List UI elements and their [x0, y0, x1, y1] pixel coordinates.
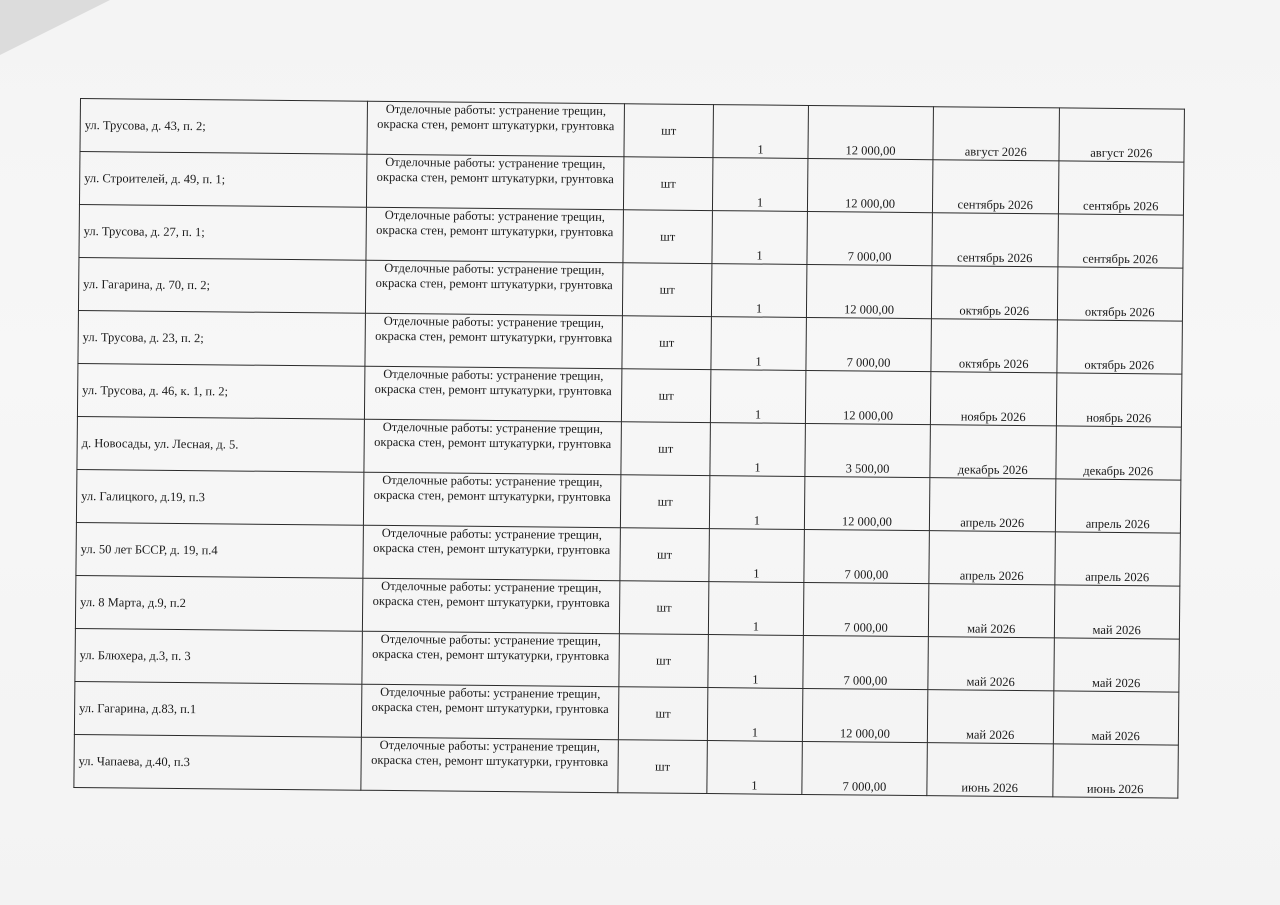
unit-cell: шт: [624, 104, 714, 158]
work-description: Отделочные работы: устранение трещин, окраска стен, ремонт штукатурки, грунтовка: [372, 631, 610, 664]
price-cell: 12 000,00: [806, 264, 932, 318]
quantity-cell: 1: [713, 105, 809, 159]
address-cell: ул. 8 Марта, д.9, п.2: [75, 575, 362, 631]
work-description: Отделочные работы: устранение трещин, окраска стен, ремонт штукатурки, грунтовка: [376, 207, 614, 240]
start-date-cell: сентябрь 2026: [932, 160, 1058, 214]
start-date-cell: ноябрь 2026: [930, 372, 1056, 426]
quantity-cell: 1: [712, 158, 808, 212]
unit-cell: шт: [620, 528, 710, 582]
start-date-cell: апрель 2026: [929, 531, 1055, 585]
end-date-cell: апрель 2026: [1054, 532, 1180, 586]
works-table-container: [73, 98, 1185, 799]
page-corner-fold: [0, 0, 110, 55]
start-date-cell: июнь 2026: [927, 743, 1053, 797]
price-cell: 12 000,00: [808, 105, 934, 159]
start-date-cell: август 2026: [933, 107, 1059, 161]
price-cell: 3 500,00: [805, 423, 931, 477]
works-table-body: [74, 99, 1185, 799]
work-description-cell: [365, 260, 622, 315]
quantity-cell: 1: [707, 688, 803, 742]
unit-cell: шт: [618, 687, 708, 741]
end-date-cell: июнь 2026: [1052, 744, 1178, 798]
address-cell: ул. Трусова, д. 23, п. 2;: [78, 310, 365, 366]
end-date-cell: октябрь 2026: [1056, 320, 1182, 374]
end-date-cell: май 2026: [1054, 585, 1180, 639]
quantity-cell: 1: [710, 423, 806, 477]
work-description-cell: [363, 472, 620, 527]
work-description: Отделочные работы: устранение трещин, окраска стен, ремонт штукатурки, грунтовка: [372, 578, 610, 611]
work-description-cell: [361, 684, 618, 739]
work-description: Отделочные работы: устранение трещин, окраска стен, ремонт штукатурки, грунтовка: [374, 366, 612, 399]
address-cell: ул. Галицкого, д.19, п.3: [76, 469, 363, 525]
quantity-cell: 1: [707, 741, 803, 795]
unit-cell: шт: [622, 316, 712, 370]
unit-cell: шт: [623, 157, 713, 211]
address-cell: ул. Трусова, д. 46, к. 1, п. 2;: [77, 363, 364, 419]
start-date-cell: декабрь 2026: [930, 425, 1056, 479]
end-date-cell: май 2026: [1053, 638, 1179, 692]
work-description: Отделочные работы: устранение трещин, окраска стен, ремонт штукатурки, грунтовка: [376, 154, 614, 187]
end-date-cell: август 2026: [1058, 108, 1184, 162]
work-description: Отделочные работы: устранение трещин, окраска стен, ремонт штукатурки, грунтовка: [377, 101, 615, 134]
address-cell: ул. Гагарина, д.83, п.1: [74, 681, 361, 737]
price-cell: 12 000,00: [804, 476, 930, 530]
price-cell: 7 000,00: [802, 741, 928, 795]
price-cell: 12 000,00: [805, 370, 931, 424]
address-cell: ул. Чапаева, д.40, п.3: [74, 734, 361, 790]
address-cell: ул. Трусова, д. 27, п. 1;: [79, 204, 366, 260]
unit-cell: шт: [621, 369, 711, 423]
address-cell: ул. 50 лет БССР, д. 19, п.4: [76, 522, 363, 578]
work-description-cell: [364, 366, 621, 421]
end-date-cell: май 2026: [1053, 691, 1179, 745]
unit-cell: шт: [621, 422, 711, 476]
end-date-cell: декабрь 2026: [1055, 426, 1181, 480]
unit-cell: шт: [620, 475, 710, 529]
start-date-cell: октябрь 2026: [931, 319, 1057, 373]
price-cell: 12 000,00: [807, 158, 933, 212]
price-cell: 7 000,00: [803, 582, 929, 636]
address-cell: ул. Гагарина, д. 70, п. 2;: [78, 257, 365, 313]
end-date-cell: апрель 2026: [1055, 479, 1181, 533]
price-cell: 12 000,00: [802, 688, 928, 742]
quantity-cell: 1: [711, 264, 807, 318]
price-cell: 7 000,00: [803, 635, 929, 689]
start-date-cell: май 2026: [927, 690, 1053, 744]
address-cell: ул. Блюхера, д.3, п. 3: [75, 628, 362, 684]
table-row: [74, 734, 1178, 798]
work-description: Отделочные работы: устранение трещин, окраска стен, ремонт штукатурки, грунтовка: [374, 419, 612, 452]
unit-cell: шт: [619, 581, 709, 635]
work-description-cell: [366, 154, 623, 209]
work-description: Отделочные работы: устранение трещин, окраска стен, ремонт штукатурки, грунтовка: [375, 313, 613, 346]
unit-cell: шт: [622, 263, 712, 317]
price-cell: 7 000,00: [806, 317, 932, 371]
start-date-cell: май 2026: [928, 637, 1054, 691]
unit-cell: шт: [623, 210, 713, 264]
address-cell: д. Новосады, ул. Лесная, д. 5.: [77, 416, 364, 472]
price-cell: 7 000,00: [807, 211, 933, 265]
work-description: Отделочные работы: устранение трещин, окраска стен, ремонт штукатурки, грунтовка: [373, 472, 611, 505]
works-schedule-table: [73, 98, 1185, 799]
quantity-cell: 1: [708, 635, 804, 689]
start-date-cell: сентябрь 2026: [932, 213, 1058, 267]
work-description-cell: [363, 525, 620, 580]
work-description-cell: [364, 419, 621, 474]
unit-cell: шт: [618, 740, 708, 794]
work-description: Отделочные работы: устранение трещин, окраска стен, ремонт штукатурки, грунтовка: [373, 525, 611, 558]
end-date-cell: октябрь 2026: [1057, 267, 1183, 321]
work-description-cell: [362, 631, 619, 686]
work-description-cell: [361, 737, 618, 792]
start-date-cell: апрель 2026: [929, 478, 1055, 532]
quantity-cell: 1: [711, 317, 807, 371]
quantity-cell: 1: [709, 529, 805, 583]
unit-cell: шт: [619, 634, 709, 688]
work-description: Отделочные работы: устранение трещин, окраска стен, ремонт штукатурки, грунтовка: [371, 684, 609, 717]
quantity-cell: 1: [710, 370, 806, 424]
start-date-cell: май 2026: [928, 584, 1054, 638]
end-date-cell: сентябрь 2026: [1058, 161, 1184, 215]
work-description-cell: [367, 101, 624, 156]
start-date-cell: октябрь 2026: [931, 266, 1057, 320]
work-description-cell: [362, 578, 619, 633]
work-description: Отделочные работы: устранение трещин, окраска стен, ремонт штукатурки, грунтовка: [375, 260, 613, 293]
quantity-cell: 1: [712, 211, 808, 265]
quantity-cell: 1: [708, 582, 804, 636]
end-date-cell: ноябрь 2026: [1056, 373, 1182, 427]
quantity-cell: 1: [709, 476, 805, 530]
work-description-cell: [365, 313, 622, 368]
work-description-cell: [366, 207, 623, 262]
work-description: Отделочные работы: устранение трещин, окраска стен, ремонт штукатурки, грунтовка: [371, 737, 609, 770]
end-date-cell: сентябрь 2026: [1057, 214, 1183, 268]
price-cell: 7 000,00: [804, 529, 930, 583]
address-cell: ул. Трусова, д. 43, п. 2;: [80, 99, 367, 155]
address-cell: ул. Строителей, д. 49, п. 1;: [79, 152, 366, 208]
